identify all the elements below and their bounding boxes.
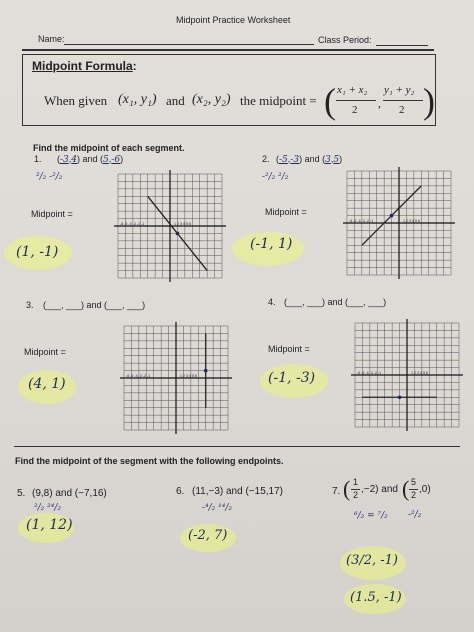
formula-sentence-start: When given — [44, 93, 108, 108]
formula-heading-colon: : — [132, 59, 137, 73]
and-text: ) and ( — [299, 154, 326, 164]
problem-7-work-2: -²/₂ — [408, 510, 422, 520]
comma: , — [68, 154, 72, 164]
paren: ( — [57, 154, 60, 164]
problem-2-number: 2. — [262, 154, 270, 164]
formula-num-y: y₁ + y₂ — [384, 84, 415, 96]
problem-7-label: 7. — [332, 486, 341, 497]
section1-instruction: Find the midpoint of each segment. — [33, 143, 185, 153]
midpoint-dot — [398, 395, 402, 399]
problem-6-text: (11,−3) and (−15,17) — [192, 486, 283, 497]
problem-5-answer: (1, 12) — [26, 517, 73, 533]
formula-comma: , — [378, 96, 381, 110]
problem-7-open-2: ( — [402, 476, 410, 501]
x-tick-labels-positive: 1 2 3 4 5 6 — [411, 371, 428, 375]
problem-1-x2: 5 — [103, 155, 109, 165]
problem-2-x1: -5 — [279, 155, 288, 165]
problem-5-work: ²/₂ ²⁴/₂ — [34, 503, 61, 513]
section-divider — [14, 446, 460, 447]
graph-problem-1 — [118, 174, 222, 278]
formula-and: and — [166, 93, 185, 108]
formula-heading — [32, 59, 137, 73]
formula-heading-text: Midpoint Formula — [32, 59, 133, 73]
formula-den-x: 2 — [352, 104, 358, 116]
problem-4-number: 4. — [268, 297, 276, 307]
header-rule — [22, 49, 434, 51]
problem-7-answer-2: (1.5, -1) — [350, 590, 402, 605]
problem-5-label: 5. — [17, 488, 26, 499]
problem-2-answer: (-1, 1) — [250, 236, 293, 252]
problem-4-answer: (-1, -3) — [268, 370, 316, 386]
midpoint-dot — [204, 369, 208, 373]
period-line — [376, 45, 428, 46]
problem-6-work: -⁴/₂ ¹⁴/₂ — [202, 503, 233, 513]
problem-7-frac1-num: 1 — [353, 477, 359, 487]
graph-problem-3 — [124, 326, 228, 430]
problem-7-frac1-den: 2 — [353, 490, 359, 500]
problem-2-points — [276, 154, 342, 165]
formula-midpoint-equals: the midpoint = — [240, 93, 317, 108]
paren: ( — [276, 154, 279, 164]
x-tick-labels-negative: -6 -5 -4 -3 -2 -1 — [357, 371, 382, 375]
problem-2-x2: 3 — [325, 155, 331, 165]
problem-7-work-1: ⁶/₂ = ⁷/₂ — [354, 511, 388, 521]
problem-1-x1: -3 — [60, 155, 69, 165]
x-tick-labels-negative: -6 -5 -4 -3 -2 -1 — [349, 219, 374, 223]
problem-6-answer: (-2, 7) — [188, 528, 228, 543]
name-line — [64, 44, 314, 45]
midpoint-dot — [390, 214, 394, 218]
problem-1-points — [57, 154, 123, 165]
problem-2-midpoint-label: Midpoint = — [265, 207, 307, 217]
problem-1-answer: (1, -1) — [16, 244, 59, 260]
problem-7-frac2-num: 5 — [411, 477, 417, 487]
midpoint-dot — [176, 232, 180, 236]
problem-3-number: 3. — [26, 300, 34, 310]
name-label: Name: — [38, 34, 65, 44]
formula-point-1: (x₁, y₁) — [118, 92, 157, 107]
problem-3-template: (___, ___) and (___, ___) — [43, 300, 146, 310]
graph-problem-4 — [355, 323, 459, 427]
x-tick-labels-negative: -6 -5 -4 -3 -2 -1 — [120, 222, 145, 226]
problem-7-open-1: ( — [343, 476, 351, 501]
formula-num-x: x₁ + x₂ — [337, 84, 368, 96]
problem-3-midpoint-label: Midpoint = — [24, 347, 66, 357]
problem-1-y2: -6 — [111, 155, 121, 165]
problem-4-template: (___, ___) and (___, ___) — [284, 297, 387, 307]
x-tick-labels-positive: 1 2 3 4 5 6 — [180, 374, 197, 378]
problem-1-number: 1. — [34, 154, 42, 164]
x-tick-labels-positive: 1 2 3 4 5 6 — [174, 222, 191, 226]
formula-frac-bar-y — [383, 100, 423, 101]
problem-3-answer: (4, 1) — [28, 376, 66, 392]
paren: ) — [120, 154, 124, 164]
comma: , — [108, 154, 112, 164]
paren: ) — [339, 154, 343, 164]
formula-close-paren: ) — [423, 81, 435, 121]
formula-open-paren: ( — [324, 81, 336, 121]
graph-problem-2 — [347, 171, 451, 275]
problem-1-y1: 4 — [71, 155, 78, 165]
problem-7-middle-1: ,−2) and — [361, 484, 398, 495]
formula-point-2: (x₂, y₂) — [192, 92, 231, 107]
problem-7-answer-1: (3/2, -1) — [346, 553, 398, 568]
section2-instruction: Find the midpoint of the segment with the following endpoints. — [15, 456, 284, 466]
class-period-label: Class Period: — [318, 35, 372, 45]
problem-6-label: 6. — [176, 486, 185, 497]
problem-1-work: ²/₂ -²/₂ — [36, 172, 63, 182]
x-tick-labels-positive: 1 2 3 4 5 6 — [403, 219, 420, 223]
and-text: ) and ( — [77, 154, 104, 164]
problem-2-y1: -3 — [290, 155, 300, 165]
comma: , — [330, 154, 334, 164]
worksheet-title: Midpoint Practice Worksheet — [176, 15, 291, 25]
formula-frac-bar-x — [336, 100, 376, 101]
problem-7-middle-2: ,0) — [419, 484, 431, 495]
x-tick-labels-negative: -6 -5 -4 -3 -2 -1 — [126, 374, 151, 378]
problem-1-midpoint-label: Midpoint = — [31, 209, 73, 219]
problem-4-midpoint-label: Midpoint = — [268, 344, 310, 354]
problem-2-y2: 5 — [333, 155, 340, 165]
formula-den-y: 2 — [399, 104, 405, 116]
problem-2-work: -²/₂ ²/₂ — [262, 172, 289, 182]
problem-7-frac2-den: 2 — [411, 490, 417, 500]
problem-5-text: (9,8) and (−7,16) — [32, 488, 107, 499]
comma: , — [287, 154, 291, 164]
